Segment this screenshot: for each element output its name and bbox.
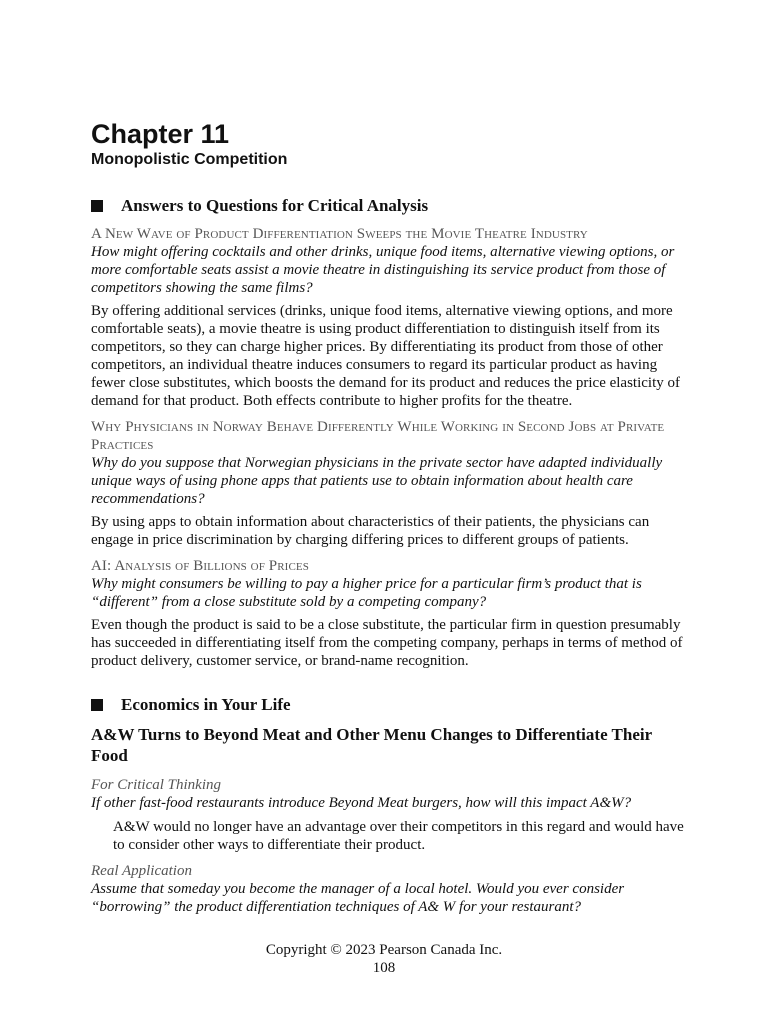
box-answer: Even though the product is said to be a close substitute, the particular firm in question presumably has succeeded in differentiating itself from the competing company, perhaps in terms of method of product delivery, customer service, or brand-name recognition. — [91, 617, 683, 669]
box-question: Why do you suppose that Norwegian physicians in the private sector have adapted individually unique ways of using phone apps that patients use to obtain information about health care recommendations? — [91, 455, 663, 507]
document-page — [91, 118, 687, 916]
page-number: 108 — [372, 960, 396, 976]
box-question: How might offering cocktails and other drinks, unique food items, alternative viewing options, or more comfortable seats assist a movie theatre in distinguishing its service product from those of competitors showing the same films? — [91, 244, 675, 296]
square-bullet-icon — [91, 200, 103, 212]
page-footer — [0, 941, 768, 977]
real-application-question: Assume that someday you become the manager of a local hotel. Would you ever consider “borrowing” the product differentiation techniques of A& W for your restaurant? — [91, 881, 625, 915]
box-question: Why might consumers be willing to pay a higher price for a particular firm’s product that is “different” from a close substitute sold by a competing company? — [91, 576, 642, 610]
copyright-text: Copyright © 2023 Pearson Canada Inc. — [265, 942, 503, 958]
box-answer: By using apps to obtain information about characteristics of their patients, the physicians can engage in price discrimination by charging differing prices to different groups of patients. — [91, 514, 650, 548]
box-title: AI: Analysis of Billions of Prices — [91, 558, 309, 574]
section-heading-life — [91, 694, 687, 716]
critical-thinking-label: For Critical Thinking — [91, 777, 222, 793]
box-title: A New Wave of Product Differentiation Sweeps the Movie Theatre Industry — [91, 226, 588, 242]
critical-thinking-question: If other fast-food restaurants introduce Beyond Meat burgers, how will this impact A&W? — [91, 795, 632, 811]
critical-thinking-answer: A&W would no longer have an advantage over their competitors in this regard and would have to consider other ways to differentiate their product. — [113, 819, 684, 853]
box-1 — [91, 225, 687, 410]
section-heading-text: Answers to Questions for Critical Analysis — [121, 196, 429, 215]
critical-thinking-block — [91, 776, 687, 854]
box-answer: By offering additional services (drinks, unique food items, alternative viewing options, and more comfortable seats), a movie theatre is using product differentiation to distinguish itself from its competitors, so they can charge higher prices. By differentiating its product from those of other competitors, an individual theatre induces consumers to regard its particular product as having fewer close substitutes, which boosts the demand for its product and reduces the price elasticity of demand for that product. Both effects contribute to higher profits for the theatre. — [91, 303, 680, 409]
chapter-subtitle: Monopolistic Competition — [91, 151, 288, 168]
section-heading-answers — [91, 195, 687, 217]
square-bullet-icon — [91, 699, 103, 711]
real-application-label: Real Application — [91, 863, 192, 879]
real-application-block — [91, 862, 687, 916]
chapter-title: Chapter 11 — [91, 119, 230, 149]
section-heading-text: Economics in Your Life — [121, 695, 291, 714]
box-title: Why Physicians in Norway Behave Differently While Working in Second Jobs at Private Practices — [91, 419, 665, 453]
article-title: A&W Turns to Beyond Meat and Other Menu Changes to Differentiate Their Food — [91, 725, 652, 765]
box-2 — [91, 418, 687, 549]
box-3 — [91, 557, 687, 670]
